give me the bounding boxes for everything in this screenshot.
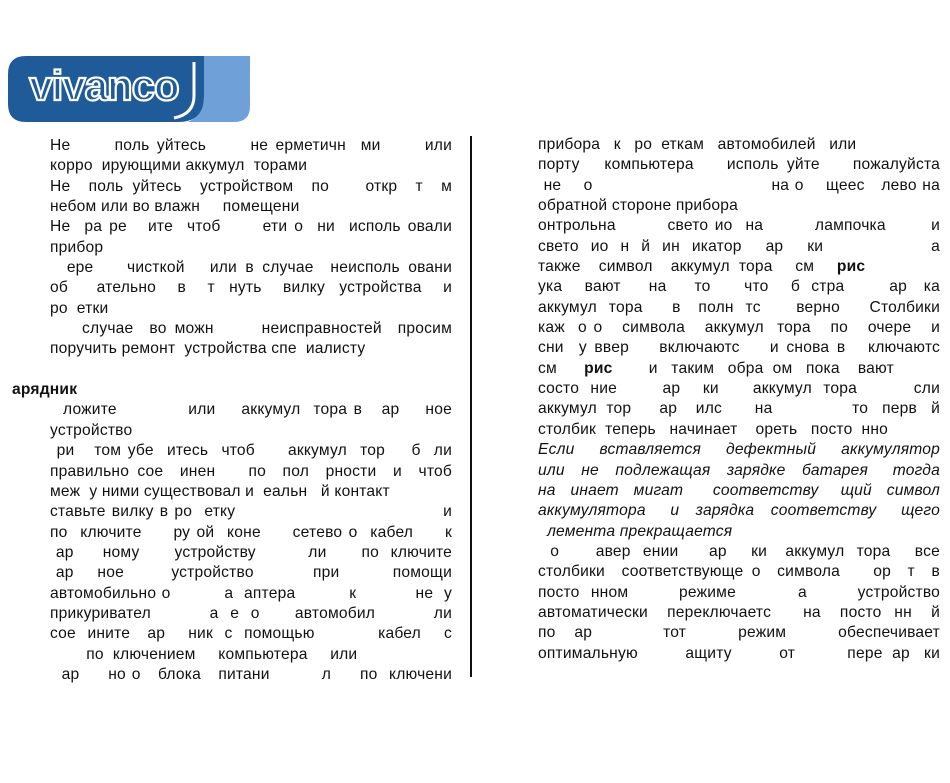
- right-text-column: [538, 135, 940, 664]
- text-line: по ключите ру ой коне сетево о кабел к: [50, 523, 452, 541]
- text-line: Если вставляется дефектный аккумулятор: [538, 441, 940, 459]
- text-line: аккумул тора в полн тс верно Столбики: [538, 298, 940, 316]
- text-line: [50, 360, 452, 380]
- text-line: ставьте вилку в ро етку и: [50, 503, 452, 521]
- text-line: аккумул тор ар илс на то перв й: [538, 400, 940, 418]
- text-line: онтрольна свето ио на лампочка и: [538, 217, 940, 235]
- text-line: на инает мигат соответству щий символ: [538, 481, 940, 499]
- text-line: ар ному устройству ли по ключите: [50, 543, 452, 561]
- text-line: случае во можн неисправностей просим: [50, 320, 452, 338]
- text-line: поручить ремонт устройства спе иалисту: [50, 340, 366, 358]
- text-line: меж у ними существовал и еальн й контакт: [50, 482, 390, 500]
- text-line: правильно сое инен по пол рности и чтоб: [50, 462, 452, 480]
- text-line: столбик теперь начинает ореть посто нно: [538, 420, 889, 438]
- text-line: сое ините ар ник с помощью кабел с: [50, 625, 452, 643]
- text-line: ри том убе итесь чтоб аккумул тор б ли: [50, 442, 452, 460]
- text-line: ере чисткой или в случае неисполь овани: [50, 259, 452, 277]
- text-line: [538, 257, 940, 277]
- section-heading: арядник: [12, 381, 78, 399]
- text-line: [538, 359, 940, 379]
- text-line: обратной стороне прибора: [538, 197, 739, 215]
- text-line: по ар тот режим обеспечивает: [538, 624, 940, 642]
- text-line: свето ио н й ин икатор ар ки а: [538, 237, 940, 255]
- text-line: об ательно в т нуть вилку устройства и: [50, 279, 452, 297]
- text-line: ро етки: [50, 299, 109, 317]
- svg-text:vivanco: vivanco: [29, 62, 179, 109]
- text-line: корро ирующими аккумул торами: [50, 157, 308, 175]
- text-line: ар но о блока питани л по ключени: [50, 665, 452, 683]
- text-line: о авер ении ар ки аккумул тора все: [538, 542, 940, 560]
- text-line: оптимальную ащиту от пере ар ки: [538, 644, 940, 662]
- text-line: автоматически переключаетс на посто нн й: [538, 603, 940, 621]
- text-line: Не ра ре ите чтоб ети о ни исполь овали: [50, 218, 452, 236]
- text-line: по ключением компьютера или: [50, 645, 358, 663]
- text-line: посто нном режиме а устройство: [538, 583, 940, 601]
- text-line: порту компьютера исполь уйте пожалуйста: [538, 156, 940, 174]
- text-line: Не поль уйтесь не ерметичн ми или: [50, 137, 452, 154]
- figure-reference: рис: [836, 258, 866, 276]
- text-line: прибор: [50, 238, 104, 256]
- text-line: состо ние ар ки аккумул тора сли: [538, 380, 940, 398]
- text-line: небом или во влажн помещени: [50, 198, 300, 216]
- text-line: не о на о щеес лево на: [538, 176, 940, 194]
- text-line: каж о о символа аккумул тора по очере и: [538, 319, 940, 337]
- text-fragment: также символ аккумул тора см: [538, 258, 837, 276]
- text-fragment: см: [538, 359, 585, 377]
- text-line: столбики соответствующе о символа ор т в: [538, 563, 940, 581]
- text-line: прикуривател а е о автомобил ли: [50, 604, 452, 622]
- text-line: устройство: [50, 421, 133, 439]
- text-line: аккумулятора и зарядка соответству щего: [538, 502, 940, 520]
- text-line: лемента прекращается: [538, 522, 733, 540]
- text-line: прибора к ро еткам автомобилей или: [538, 136, 857, 153]
- text-line: ука вают на то что б стра ар ка: [538, 278, 940, 296]
- text-fragment: и таким обра ом пока вают: [612, 359, 894, 377]
- text-line: ложите или аккумул тора в ар ное: [50, 401, 452, 419]
- text-line: Не поль уйтесь устройством по откр т м: [50, 177, 452, 195]
- text-line: или не подлежащая зарядке батарея тогда: [538, 461, 940, 479]
- left-text-column: [12, 136, 452, 685]
- vivanco-logo: [8, 56, 250, 122]
- figure-reference: рис: [584, 359, 613, 377]
- text-line: сни у ввер включаютс и снова в ключаютс: [538, 339, 940, 357]
- text-line: ар ное устройство при помощи: [50, 564, 452, 582]
- text-line: автомобильно о а аптера к не у: [50, 584, 452, 602]
- column-divider: [470, 136, 472, 677]
